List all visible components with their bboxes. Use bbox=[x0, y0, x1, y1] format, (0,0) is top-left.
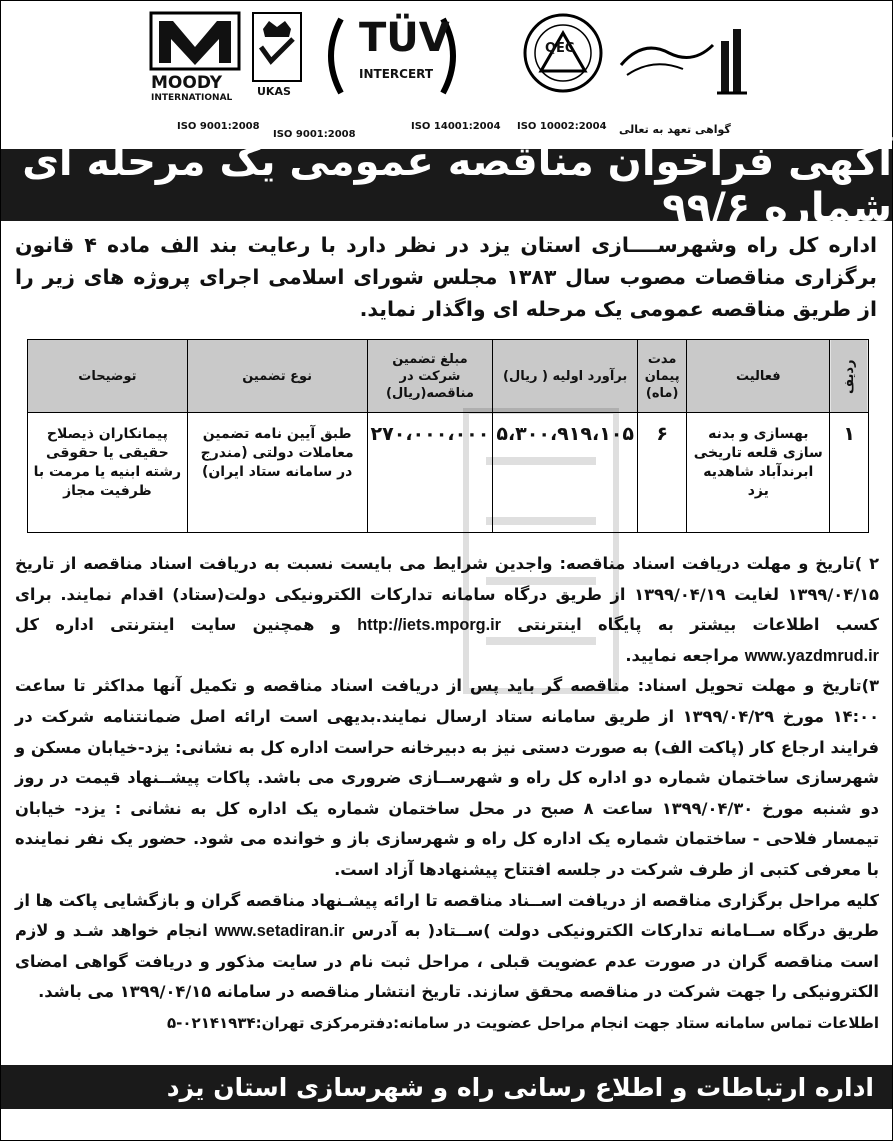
header-duration: مدت پیمان (ماه) bbox=[637, 340, 686, 413]
cell-activity: بهسازی و بدنه سازی قلعه تاریخی ابرندآباد شاهدیه یزد bbox=[687, 413, 830, 533]
cell-guarantee-amount: ۲۷۰،۰۰۰،۰۰۰ bbox=[367, 413, 493, 533]
notice-title: آگهی فراخوان مناقصه عمومی یک مرحله ای شماره ۹۹/۶ bbox=[22, 139, 892, 231]
table-header-row bbox=[28, 340, 869, 413]
moody-name: MOODY bbox=[151, 73, 223, 93]
header-estimate: برآورد اولیه ( ریال) bbox=[493, 340, 638, 413]
footer-text: اداره ارتباطات و اطلاع رسانی راه و شهرسازی استان یزد bbox=[166, 1072, 874, 1102]
footer-band bbox=[1, 1065, 892, 1109]
moody-emblem-icon bbox=[149, 11, 241, 71]
cell-notes: پیمانکاران ذیصلاح حقیقی یا حقوقی رشته ابنیه یا مرمت با ظرفیت مجاز bbox=[28, 413, 188, 533]
section-3-text: مناقصه گر باید پس از دریافت اسناد مناقصه و تکمیل آنها مداکثر تا ساعت ۱۴:۰۰ مورخ ۱۳۹۹/۰۴/۲۹ از طریق سامانه ستاد ارسال نمایند.بدیهی است ارائه اصل ضمانتنامه شرکت در فرایند ارجاع کار (پاکت الف) به صورت دستی نیز به دبیرخانه حراست اداره کل به نشانی: یزد-خیابان مسکن و شهرسازی ساختمان شماره دو اداره کل راه و شهرســازی ضروری می باشد. پاکات پیشــنهاد قیمت در روز دو شنبه مورخ ۱۳۹۹/۰۴/۳۰ ساعت ۸ صبح در محل ساختمان شماره یک اداره کل به نشانی : یزد- خیابان تیمسار فلاحی - ساختمان شماره یک اداره کل راه و شهرسازی باز و خوانده می شود. حضور یک نفر نماینده با معرفی کتبی از طرف شرکت در جلسه افتتاح پیشنهادها آزاد است. bbox=[15, 676, 880, 879]
tuv-name: TÜV bbox=[359, 15, 450, 61]
contact-info: اطلاعات تماس سامانه ستاد جهت انجام مراحل عضویت در سامانه:دفترمرکزی تهران:۰۲۱۴۱۹۳۴-۵ bbox=[167, 1013, 879, 1032]
section-2-text-a: واجدین شرایط می بایست نسبت به دریافت اسناد مناقصه از تاریخ ۱۳۹۹/۰۴/۱۵ لغایت ۱۳۹۹/۰۴/۱۹ از طریق درگاه سامانه تدارکات الکترونیکی دولت(ستاد) اقدام نمایند. برای کسب اطلاعات بیشتر به پایگاه اینترنتی bbox=[15, 554, 879, 635]
ukas-iso: ISO 9001:2008 bbox=[273, 129, 356, 140]
cell-duration: ۶ bbox=[637, 413, 686, 533]
table-row bbox=[28, 413, 869, 533]
section-4 bbox=[15, 886, 879, 1008]
section-3-label: ۳)تاریخ و مهلت تحویل اسناد: bbox=[637, 676, 879, 696]
tuv-logo bbox=[319, 11, 501, 132]
section-2 bbox=[15, 549, 879, 671]
section-2-text-c: مراجعه نمایید. bbox=[625, 645, 745, 665]
projects-table bbox=[27, 339, 869, 533]
header-guarantee-type: نوع تضمین bbox=[187, 340, 367, 413]
section-2-label: ۲ )تاریخ و مهلت دریافت اسناد مناقصه: bbox=[559, 554, 879, 573]
intro-paragraph bbox=[15, 229, 877, 325]
notice-body bbox=[15, 549, 879, 1039]
tuv-iso: ISO 14001:2004 bbox=[411, 121, 501, 132]
company-logo bbox=[613, 11, 753, 136]
title-band bbox=[1, 139, 892, 231]
header-row-number: ردیف bbox=[830, 340, 869, 413]
tuv-subtitle: INTERCERT bbox=[359, 67, 434, 81]
iets-link[interactable]: http://iets.mporg.ir bbox=[357, 616, 502, 635]
header-activity: فعالیت bbox=[687, 340, 830, 413]
ukas-name: UKAS bbox=[257, 85, 291, 98]
organization-name: اداره کل راه وشهرســــازی استان یزد bbox=[479, 233, 877, 257]
company-caption: گواهی تعهد به تعالی bbox=[619, 123, 731, 136]
qec-logo bbox=[517, 11, 611, 132]
ukas-logo bbox=[251, 11, 356, 140]
qec-name: QEC bbox=[545, 41, 575, 56]
section-2-text-b: و همچنین سایت اینترنتی اداره کل bbox=[15, 615, 358, 635]
cell-estimate: ۵،۳۰۰،۹۱۹،۱۰۵ bbox=[493, 413, 638, 533]
moody-logo bbox=[149, 11, 260, 132]
qec-iso: ISO 10002:2004 bbox=[517, 121, 607, 132]
crown-tick-icon bbox=[251, 11, 303, 83]
moody-subtitle: INTERNATIONAL bbox=[151, 93, 233, 103]
cell-guarantee-type: طبق آیین نامه تضمین معاملات دولتی (مندرج در سامانه ستاد ایران) bbox=[187, 413, 367, 533]
buildings-icon bbox=[613, 11, 749, 101]
moody-iso: ISO 9001:2008 bbox=[177, 121, 260, 132]
section-3 bbox=[15, 671, 879, 885]
section-4-text-a: کلیه مراحل برگزاری مناقصه از دریافت اســناد مناقصه تا ارائه پیشـنهاد مناقصه گران و بازگشایی پاکت ها از طریق درگاه ســامانه تدارکات الکترونیکی دولت )ســتاد( به آدرس bbox=[15, 890, 879, 941]
header-guarantee-amount: مبلغ تضمین شرکت در مناقصه(ریال) bbox=[367, 340, 493, 413]
cell-row-number: ۱ bbox=[830, 413, 869, 533]
section-4-text-b: انجام خواهد شـد و لازم است مناقصه گران در صورت عدم عضویت قبلی ، مراحل ثبت نام در سایت مذکور و دریافت گواهی امضای الکترونیکی را جهت شرکت در مناقصه محقق سازند. تاریخ انتشار مناقصه در سامانه ۱۳۹۹/۰۴/۱۵ می باشد. bbox=[15, 921, 879, 1002]
yazdmrud-link[interactable]: www.yazdmrud.ir bbox=[744, 646, 879, 665]
header-notes: توضیحات bbox=[28, 340, 188, 413]
intro-text: در نظر دارد با رعایت بند الف ماده ۴ قانون برگزاری مناقصات مصوب سال ۱۳۸۳ مجلس شورای اسلامی اجرای پروژه های زیر را از طریق مناقصه عمومی یک مرحله ای واگذار نماید. bbox=[15, 233, 877, 321]
setadiran-link[interactable]: www.setadiran.ir bbox=[214, 922, 345, 941]
header-logos bbox=[1, 1, 892, 149]
